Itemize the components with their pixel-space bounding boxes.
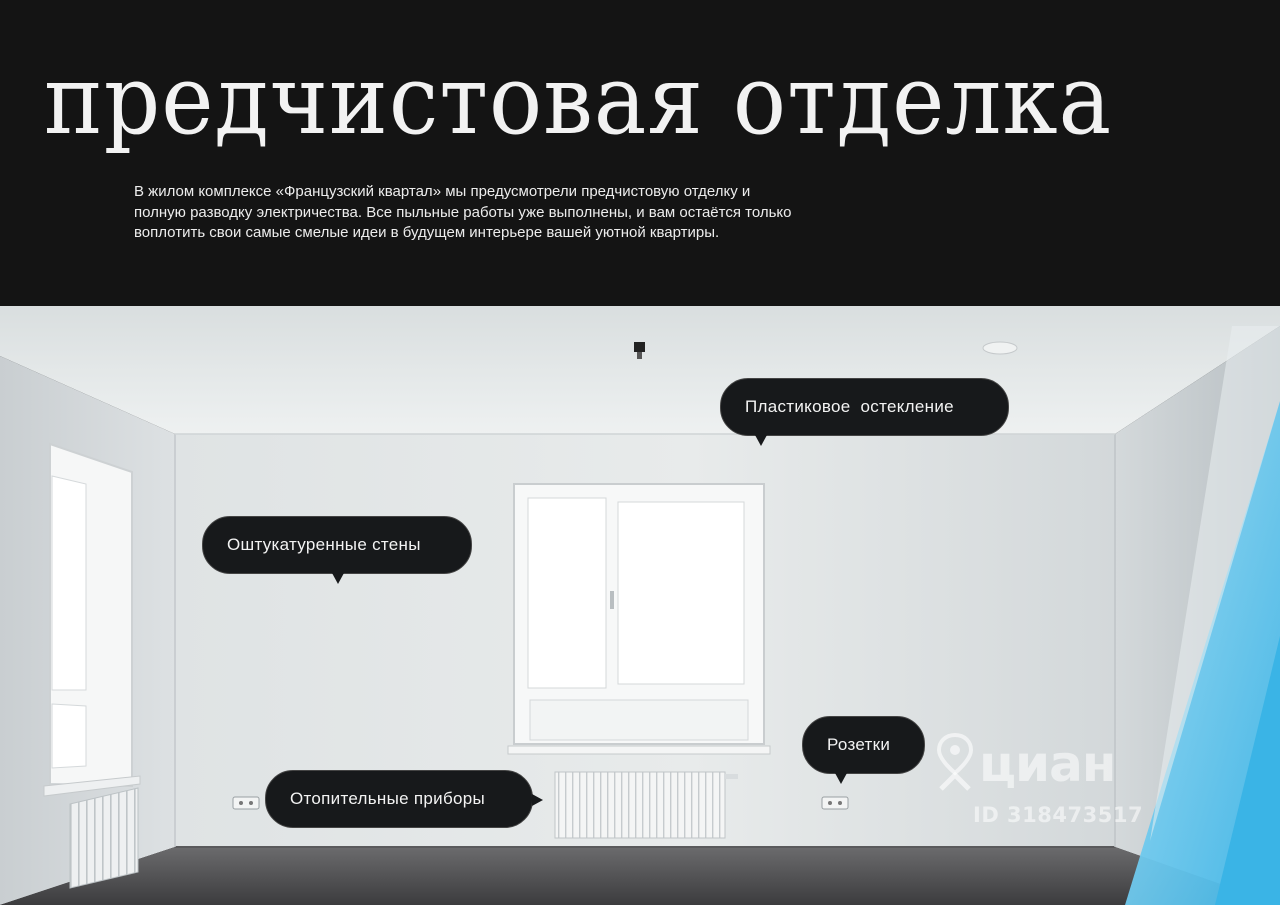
- callout-glazing-label: Пластиковое остекление: [745, 397, 954, 416]
- intro-text: В жилом комплексе «Французский квартал» мы предусмотрели предчистовую отделку и полную разводку электричества. Все пыльные работы уже выполнены, и вам остаётся только воплотить свои самые смелые идеи в будущем интерьере вашей уютной квартиры.: [134, 183, 792, 241]
- callout-sockets: [802, 716, 925, 774]
- watermark-brand: циан: [979, 735, 1116, 793]
- callout-pointer: [532, 794, 543, 806]
- callout-pointer: [755, 435, 767, 446]
- callout-glazing: [720, 378, 1009, 436]
- callout-heating: [265, 770, 533, 828]
- callout-pointer: [835, 773, 847, 784]
- watermark-id: ID 318473517: [973, 803, 1144, 827]
- callout-sockets-label: Розетки: [827, 735, 891, 754]
- callout-walls-label: Оштукатуренные стены: [227, 535, 421, 554]
- callout-heating-label: Отопительные приборы: [290, 789, 486, 808]
- header: [0, 0, 1280, 306]
- callout-walls: [202, 516, 472, 574]
- callout-pointer: [332, 573, 344, 584]
- map-pin-icon: [935, 733, 975, 791]
- page-title: предчистовая отделка: [44, 44, 1113, 156]
